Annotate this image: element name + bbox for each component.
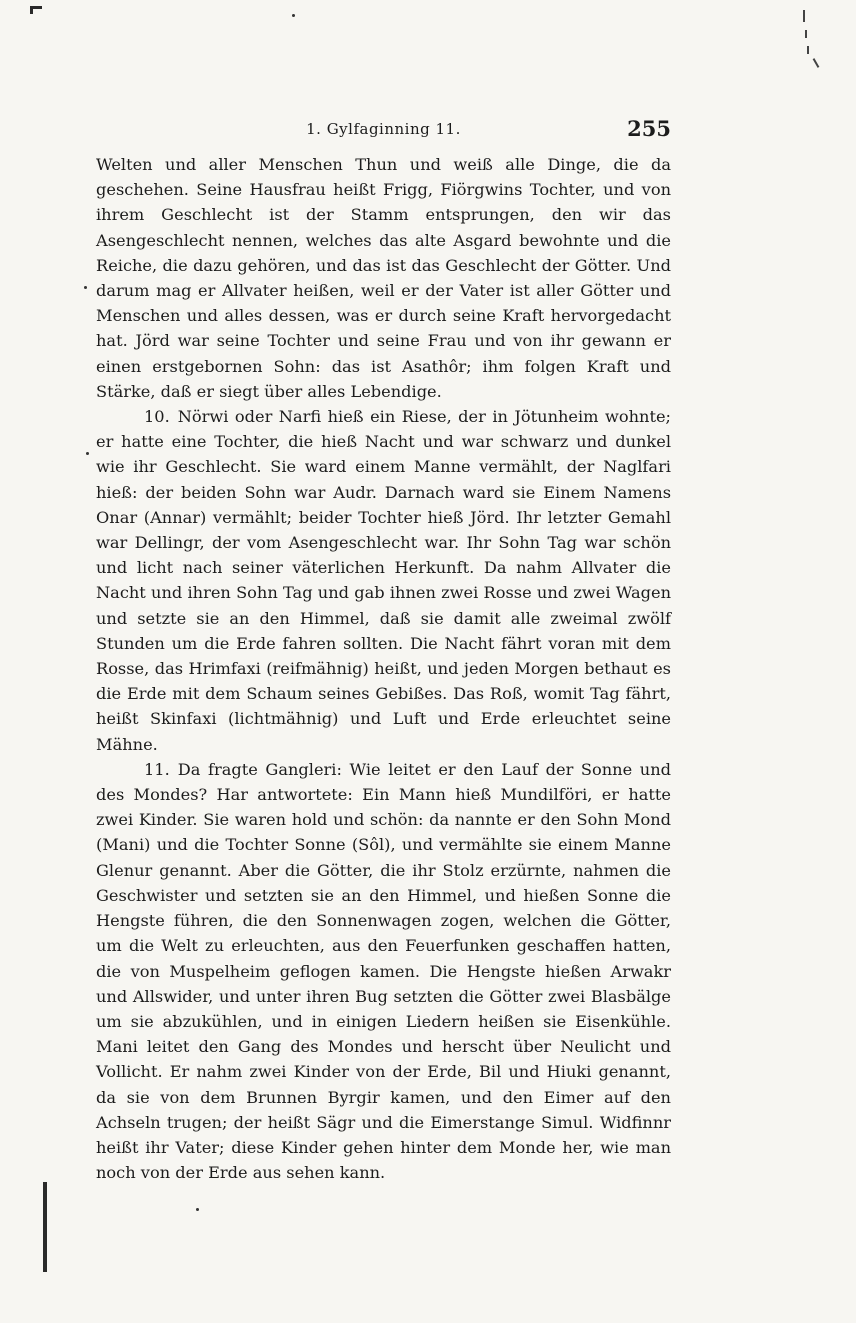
scan-artifact-corner-stem [30, 6, 33, 14]
scan-artifact-left-bar [43, 1182, 47, 1272]
paragraph-11 [96, 757, 671, 1185]
scan-speck [803, 10, 805, 22]
body-text [96, 152, 671, 1185]
scan-speck [84, 286, 87, 289]
scan-speck [196, 1208, 199, 1211]
paragraph-number: 10. [144, 407, 170, 427]
scan-speck [86, 452, 89, 455]
paragraph-text: Da fragte Gangleri: Wie leitet er den Lauf der Sonne und des Mondes? Har antwortete: Ein Mann hieß Mundilföri, er hatte zwei Kinder. Sie waren hold und schön: da nannte er den Sohn Mond (Mani) und die Tochter Sonne (Sôl), und vermählte sie einem Manne Glenur genannt. Aber die Götter, die ihr Stolz erzürnte, nahmen die Geschwister und setzten sie an den Himmel, und hießen Sonne die Hengste führen, die den Sonnenwagen zogen, welchen die Götter, um die Welt zu erleuchten, aus den Feuerfunken geschaffen hatten, die von Muspelheim geflogen kamen. Die Hengste hießen Arwakr und Allswider, und unter ihren Bug setzten die Götter zwei Blasbälge um sie abzukühlen, und in einigen Liedern heißen sie Eisenkühle. Mani leitet den Gang des Mondes und herscht über Neulicht und Vollicht. Er nahm zwei Kinder von der Erde, Bil und Hiuki genannt, da sie von dem Brunnen Byrgir kamen, und den Eimer auf den Achseln trugen; der heißt Sägr und die Eimerstange Simul. Widfinnr heißt ihr Vater; diese Kinder gehen hinter dem Monde her, wie man noch von der Erde aus sehen kann. [96, 759, 671, 1183]
scan-speck [292, 14, 295, 17]
paragraph-number: 11. [144, 759, 170, 779]
scan-speck [807, 46, 809, 54]
scan-speck [813, 58, 820, 68]
page-number: 255 [627, 116, 671, 141]
running-head: 1. Gylfaginning 11. [306, 120, 461, 138]
paragraph-text: Welten und aller Menschen Thun und weiß alle Dinge, die da geschehen. Seine Hausfrau heißt Frigg, Fiörgwins Tochter, und von ihrem Geschlecht ist der Stamm entsprungen, den wir das Asengeschlecht nennen, welches das alte Asgard bewohnte und die Reiche, die dazu gehören, und das ist das Geschlecht der Götter. Und darum mag er Allvater heißen, weil er der Vater ist aller Götter und Menschen und alles dessen, was er durch seine Kraft hervorgedacht hat. Jörd war seine Tochter und seine Frau und von ihr gewann er einen erstgebornen Sohn: das ist Asathôr; ihm folgen Kraft und Stärke, daß er siegt über alles Lebendige. [96, 155, 671, 401]
paragraph-10 [96, 404, 671, 757]
scan-speck [805, 30, 807, 38]
paragraph [96, 152, 671, 404]
page-header [96, 116, 671, 146]
paragraph-text: Nörwi oder Narfi hieß ein Riese, der in Jötunheim wohnte; er hatte eine Tochter, die hieß Nacht und war schwarz und dunkel wie ihr Geschlecht. Sie ward einem Manne vermählt, der Naglfari hieß: der beiden Sohn war Audr. Darnach ward sie Einem Namens Onar (Annar) vermählt; beider Tochter hieß Jörd. Ihr letzter Gemahl war Dellingr, der vom Asengeschlecht war. Ihr Sohn Tag war schön und licht nach seiner väterlichen Herkunft. Da nahm Allvater die Nacht und ihren Sohn Tag und gab ihnen zwei Rosse und zwei Wagen und setzte sie an den Himmel, daß sie damit alle zweimal zwölf Stunden um die Erde fahren sollten. Die Nacht fährt voran mit dem Rosse, das Hrimfaxi (reifmähnig) heißt, und jeden Morgen bethaut es die Erde mit dem Schaum seines Gebißes. Das Roß, womit Tag fährt, heißt Skinfaxi (lichtmähnig) und Luft und Erde erleuchtet seine Mähne. [96, 407, 671, 754]
